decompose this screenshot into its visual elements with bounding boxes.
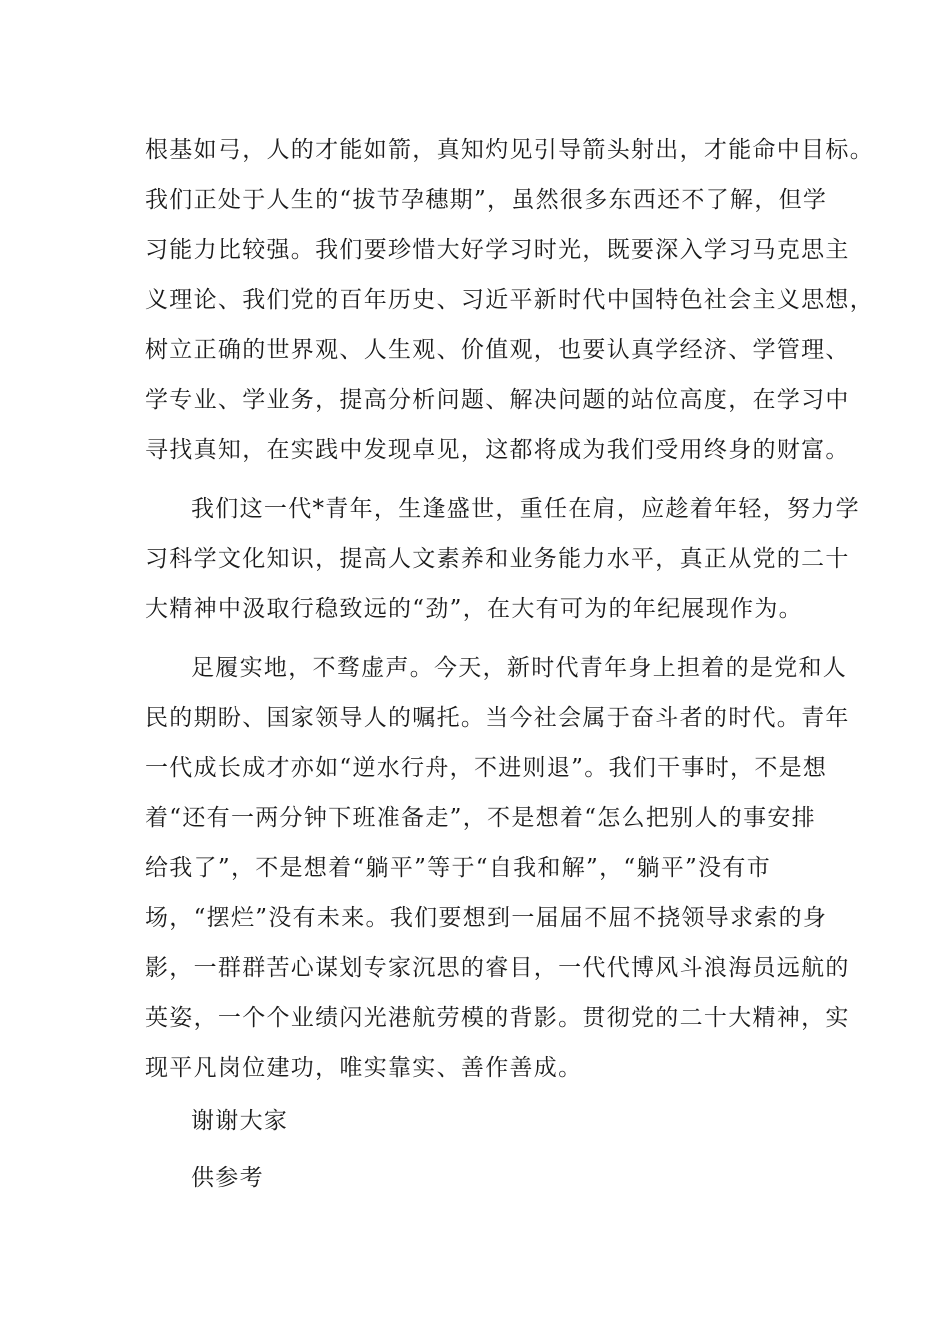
text-line: 场，“摆烂”没有未来。我们要想到一届届不屈不挠领导求索的身 xyxy=(145,905,828,931)
text-line: 现平凡岗位建功，唯实靠实、善作善成。 xyxy=(145,1055,583,1081)
text-line: 民的期盼、国家领导人的嘱托。当今社会属于奋斗者的时代。青年 xyxy=(145,705,850,731)
text-line: 影，一群群苦心谋划专家沉思的睿目，一代代博风斗浪海员远航的 xyxy=(145,955,850,981)
text-line: 学专业、学业务，提高分析问题、解决问题的站位高度，在学习中 xyxy=(145,387,850,413)
text-line: 寻找真知，在实践中发现卓见，这都将成为我们受用终身的财富。 xyxy=(145,437,850,463)
text-line: 习能力比较强。我们要珍惜大好学习时光，既要深入学习马克思主 xyxy=(145,237,850,263)
text-line: 义理论、我们党的百年历史、习近平新时代中国特色社会主义思想， xyxy=(145,287,874,313)
text-line: 树立正确的世界观、人生观、价值观，也要认真学经济、学管理、 xyxy=(145,337,850,363)
text-line: 着“还有一两分钟下班准备走”，不是想着“怎么把别人的事安排 xyxy=(145,805,816,831)
text-line: 我们正处于人生的“拔节孕穗期”，虽然很多东西还不了解，但学 xyxy=(145,187,828,213)
text-line: 我们这一代*青年，生逢盛世，重任在肩，应趁着年轻，努力学 xyxy=(191,496,860,522)
text-line: 给我了”，不是想着“躺平”等于“自我和解”，“躺平”没有市 xyxy=(145,855,772,881)
closing-thanks: 谢谢大家 xyxy=(191,1108,289,1134)
text-line: 习科学文化知识，提高人文素养和业务能力水平，真正从党的二十 xyxy=(145,546,850,572)
text-line: 足履实地，不骛虚声。今天，新时代青年身上担着的是党和人 xyxy=(191,655,848,681)
text-line: 大精神中汲取行稳致远的“劲”，在大有可为的年纪展现作为。 xyxy=(145,596,803,622)
text-line: 英姿，一个个业绩闪光港航劳模的背影。贯彻党的二十大精神，实 xyxy=(145,1005,850,1031)
text-line: 一代成长成才亦如“逆水行舟，不进则退”。我们干事时，不是想 xyxy=(145,755,828,781)
reference-note: 供参考 xyxy=(191,1165,264,1191)
text-line: 根基如弓，人的才能如箭，真知灼见引导箭头射出，才能命中目标。 xyxy=(145,137,874,163)
